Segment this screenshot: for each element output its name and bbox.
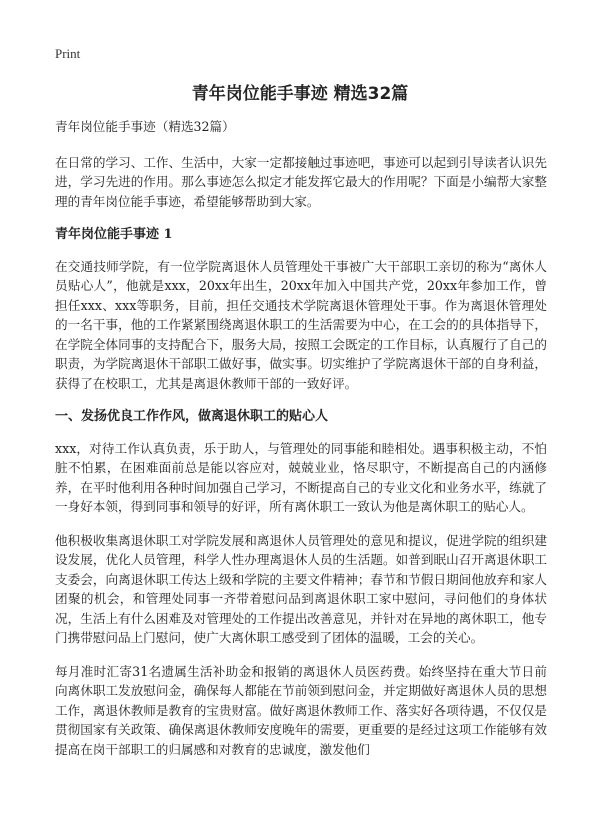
paragraph-4: 每月准时汇寄31名遗属生活补助金和报销的离退休人员医药费。始终坚持在重大节日前向离休职工发放慰问金，确保每人都能在节前领到慰问金，并定期做好离退休人员的思想工作，离退休教师是教育的宝贵财富。做好离退休教师工作、落实好各项待遇，不仅仅是贯彻国家有关政策、确保离退休教师安度晚年的需要，更重要的是经过这项工作能够有效提高在岗干部职工的归属感和对教育的忠诚度，激发他们	[55, 663, 547, 757]
paragraph-3: 他积极收集离退休职工对学院发展和离退休人员管理处的意见和提议，促进学院的组织建设发展，优化人员管理，科学人性办理离退休人员的生活题。如普到眠山召开离退休职工支委会，向离退休职工传达上级和学院的主要文件精神；春节和节假日期间他放弃和家人团聚的机会，和管理处同事一齐带着慰问品到离退休职工家中慰问，寻问他们的身体状况，生活上有什么困难及对管理处的工作提出改善意见，并针对在异地的离休职工，他专门携带慰问品上门慰问，使广大离休职工感受到了团体的温暖，工会的关心。	[55, 532, 547, 645]
section1-paragraph: 在交通技师学院，有一位学院离退休人员管理处干事被广大干部职工亲切的称为“离休人员贴心人”，他就是xxx，20xx年出生，20xx年加入中国共产党，20xx年参加工作，曾担任xxx、xxx等职务，目前，担任交通技术学院离退休管理处干事。作为离退休管理处的一名干事，他的工作紧紧围绕离退休职工的生活需要为中心，在工会的的具体指导下，在学院全体同事的支持配合下，服务大局，按照工会既定的工作目标，认真履行了自己的职责，为学院离退休干部职工做好事，做实事。切实维护了学院离退休干部的自身利益，获得了在校职工，尤其是离退休教师干部的一致好评。	[55, 258, 547, 391]
document-title: 青年岗位能手事迹 精选32篇	[191, 84, 409, 104]
intro-paragraph: 在日常的学习、工作、生活中，大家一定都接触过事迹吧，事迹可以起到引导读者认识先进，学习先进的作用。那么事迹怎么拟定才能发挥它最大的作用呢？下面是小编帮大家整理的青年岗位能手事迹，希望能够帮助到大家。	[55, 154, 547, 209]
document-subtitle: 青年岗位能手事迹（精选32篇）	[55, 119, 235, 134]
document-body	[55, 117, 547, 773]
paragraph-2: xxx，对待工作认真负责，乐于助人，与管理处的同事能和睦相处。遇事积极主动，不怕脏不怕累，在困难面前总是能以容应对，兢兢业业，恪尽职守，不断提高自己的内涵修养，在平时他利用各种时间加强自己学习，不断提高自己的专业文化和业务水平，练就了一身好本领，得到同事和领导的好评，所有离休职工一致认为他是离休职工的贴心人。	[55, 440, 547, 514]
section-heading: 青年岗位能手事迹 1	[55, 227, 173, 242]
print-link[interactable]: Print	[55, 46, 81, 61]
subheading: 一、发扬优良工作作风，做离退休职工的贴心人	[55, 409, 329, 424]
